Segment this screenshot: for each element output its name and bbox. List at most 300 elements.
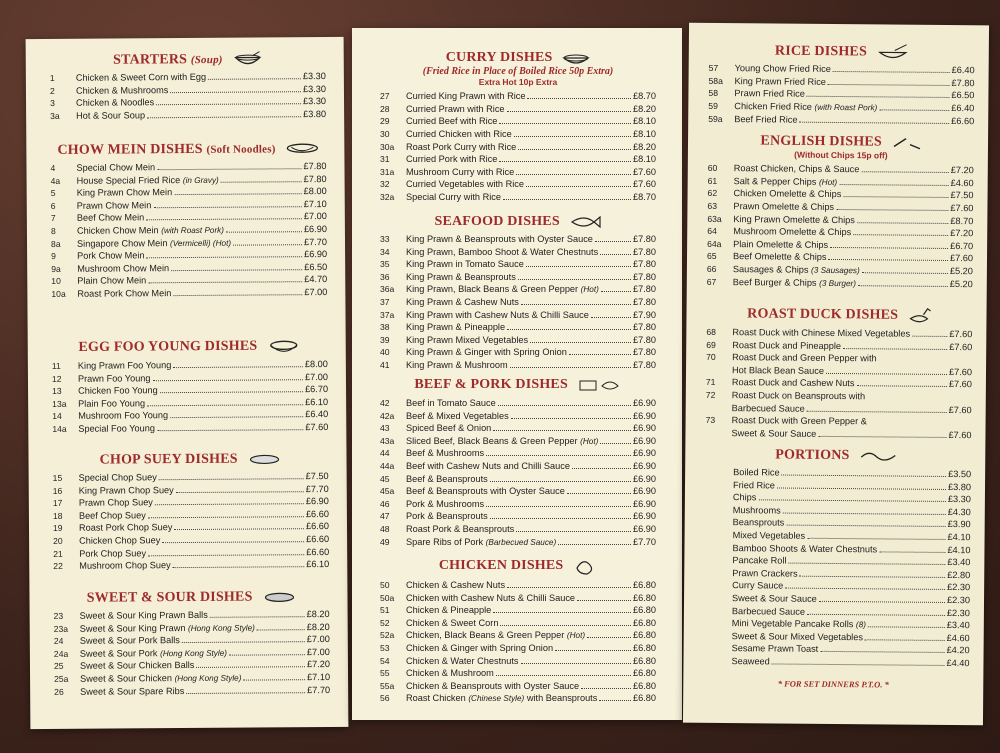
menu-item-row <box>380 523 656 536</box>
item-price: £7.20 <box>950 228 974 239</box>
item-price: £8.70 <box>950 215 974 226</box>
item-number: 40 <box>380 347 390 358</box>
item-name <box>406 141 516 154</box>
item-name-text: Roast Duck with Green Pepper & <box>731 415 867 427</box>
item-name-text: Prawn Crackers <box>732 567 798 579</box>
menu-item-row <box>380 334 656 347</box>
item-name-text: Beef & Beansprouts with Oyster Sauce <box>406 486 565 497</box>
item-number: 31 <box>380 154 390 165</box>
item-name-text: Chicken & Water Chestnuts <box>406 655 519 666</box>
item-number: 54 <box>380 655 390 666</box>
item-number: 58 <box>708 88 719 99</box>
leader-dots <box>226 231 302 233</box>
item-price: £7.50 <box>950 190 974 201</box>
leader-dots <box>857 222 948 224</box>
item-number: 39 <box>380 334 390 345</box>
item-name-text: Mushrooms <box>732 504 781 516</box>
item-name-text: Curried Vegetables with Rice <box>406 179 524 190</box>
leader-dots <box>826 373 947 375</box>
item-price: £7.00 <box>304 371 328 382</box>
item-number: 57 <box>708 63 719 74</box>
item-name-text: King Prawn & Pineapple <box>406 322 506 333</box>
item-name-text: Curried Pork with Rice <box>406 154 498 165</box>
item-name-text: Pork & Beansprouts <box>406 511 488 522</box>
item-number: 33 <box>380 234 390 244</box>
item-name-text: Special Chop Suey <box>78 472 157 483</box>
leader-dots <box>243 679 305 680</box>
item-price: £7.50 <box>305 471 329 482</box>
leader-dots <box>783 512 946 514</box>
item-price: £6.80 <box>633 592 656 603</box>
menu-item-row <box>380 692 656 705</box>
item-price: £8.70 <box>633 191 656 202</box>
item-name <box>77 186 173 199</box>
leader-dots <box>530 342 631 343</box>
item-name <box>406 346 567 359</box>
item-name-text: Beef Chow Mein <box>76 212 145 224</box>
leader-dots <box>800 121 950 123</box>
item-number: 32a <box>380 191 395 202</box>
item-note: (Hot) <box>580 285 599 295</box>
leader-dots <box>777 487 946 489</box>
item-number: 9 <box>51 251 56 262</box>
item-name <box>732 642 819 655</box>
leader-dots <box>147 404 303 406</box>
item-name-text: Roast Pork Curry with Rice <box>406 141 517 152</box>
item-name <box>77 262 169 275</box>
leader-dots <box>782 475 947 477</box>
item-name <box>406 498 484 511</box>
title-text: PORTIONS <box>775 447 850 464</box>
item-name-text: Chicken & Noodles <box>76 97 155 109</box>
section-note: (Without Chips 15p off) <box>794 149 888 161</box>
menu-item-row <box>380 435 656 448</box>
menu-item-row <box>50 108 326 123</box>
leader-dots <box>516 531 631 532</box>
item-name-text: Chicken with Cashew Nuts & Chilli Sauce <box>406 592 576 603</box>
item-number: 18 <box>52 510 63 521</box>
item-price: £7.80 <box>633 284 656 295</box>
item-name <box>76 71 206 85</box>
leader-dots <box>210 616 305 618</box>
leader-dots <box>912 336 947 337</box>
title-text: STARTERS <box>113 52 188 68</box>
item-number: 45 <box>380 473 390 484</box>
menu-item-row <box>380 246 656 259</box>
item-number: 37a <box>380 309 395 320</box>
item-number: 37 <box>380 296 390 307</box>
item-name-text: Pancake Roll <box>732 555 787 566</box>
leader-dots <box>555 650 631 651</box>
item-name-text: Beef Omelette & Chips <box>732 251 827 263</box>
item-name-text: Curried Beef with Rice <box>406 116 498 127</box>
item-number: 59 <box>708 100 718 111</box>
section-seafood <box>352 214 682 372</box>
item-name <box>406 153 497 166</box>
item-name-text: Roast Duck with Chinese Mixed Vegetables <box>732 327 911 339</box>
item-name <box>733 479 775 492</box>
leader-dots <box>879 551 945 553</box>
leader-dots <box>558 544 631 545</box>
item-name <box>732 414 867 428</box>
item-name-text: Prawn Fried Rice <box>734 88 805 100</box>
item-name <box>406 233 593 246</box>
item-price: £6.80 <box>633 642 656 653</box>
item-note: (Hong Kong Style) <box>174 673 242 684</box>
leader-dots <box>511 418 631 419</box>
title-text: EGG FOO YOUNG DISHES <box>78 338 258 355</box>
cow-pig-icon <box>578 376 622 394</box>
leader-dots <box>601 291 631 292</box>
leader-dots <box>507 329 631 330</box>
item-name-line2: Sweet & Sour Sauce <box>731 427 817 439</box>
item-number: 55a <box>380 680 395 691</box>
item-name-text: Sweet & Sour King Prawn <box>79 622 186 634</box>
leader-dots <box>843 348 947 350</box>
item-number: 6 <box>50 200 56 211</box>
item-number: 13 <box>52 386 62 397</box>
item-name-text: Mushroom Chow Mein <box>77 262 170 274</box>
leader-dots <box>800 575 946 577</box>
item-price: £4.10 <box>947 544 971 555</box>
item-price: £8.20 <box>306 621 330 632</box>
item-name <box>406 667 494 680</box>
menu-item-row <box>54 684 330 699</box>
item-name <box>732 605 805 618</box>
item-note: (Vermicelli) (Hot) <box>169 238 232 248</box>
item-price: £7.80 <box>633 359 656 370</box>
leader-dots <box>233 244 302 245</box>
item-price: £3.90 <box>947 519 971 530</box>
section-beef-pork <box>352 376 682 548</box>
item-name <box>733 276 856 291</box>
leader-dots <box>868 626 945 628</box>
item-name-text: Curried King Prawn with Rice <box>406 91 526 102</box>
menu-item-row <box>380 617 656 630</box>
menu-item-row <box>380 346 656 359</box>
item-name-text: Mushroom Chop Suey <box>79 560 171 571</box>
item-name <box>732 592 817 605</box>
item-name-text: Pork Chop Suey <box>79 547 147 559</box>
item-price: £6.80 <box>633 580 656 590</box>
leader-dots <box>807 538 945 540</box>
item-name <box>406 642 553 655</box>
item-price: £8.10 <box>633 129 656 139</box>
leader-dots <box>157 168 301 170</box>
menu-item-row <box>380 359 656 372</box>
item-name-text: Hot & Sour Soup <box>76 110 146 121</box>
dish-icon <box>267 337 301 355</box>
item-price: £7.60 <box>948 429 972 440</box>
item-price: £7.70 <box>307 684 331 695</box>
item-name <box>79 521 173 534</box>
item-number: 52a <box>380 630 395 641</box>
item-price: £3.40 <box>947 557 971 568</box>
leader-dots <box>208 78 301 80</box>
menu-item-row <box>380 153 656 166</box>
item-price: £7.00 <box>306 646 330 657</box>
item-name-text: Beef & Beansprouts <box>406 473 488 484</box>
item-name <box>406 246 598 259</box>
item-name <box>406 473 488 486</box>
leader-dots <box>490 481 631 482</box>
section-title <box>703 447 971 465</box>
item-name <box>78 359 172 372</box>
leader-dots <box>569 354 631 355</box>
item-name <box>406 579 505 592</box>
leader-dots <box>493 612 631 613</box>
item-number: 36 <box>380 271 390 282</box>
item-price: £7.10 <box>303 198 327 209</box>
menu-item-row <box>380 642 656 655</box>
item-name-text: Chicken & Mushrooms <box>75 84 169 96</box>
item-number: 44 <box>380 448 390 459</box>
leader-dots <box>148 554 304 556</box>
menu-item-row <box>380 233 656 246</box>
item-number: 60 <box>707 163 718 174</box>
item-price: £2.30 <box>946 594 971 606</box>
section-title <box>706 305 972 325</box>
menu-panel-middle <box>352 28 682 720</box>
leader-dots <box>839 184 949 186</box>
item-name <box>734 88 805 101</box>
item-number: 31a <box>380 166 395 177</box>
item-name <box>406 334 528 347</box>
menu-item-row <box>380 90 656 103</box>
item-price: £7.60 <box>949 253 974 264</box>
item-name-text: King Prawn, Black Beans & Green Pepper <box>406 284 579 295</box>
item-name <box>406 128 512 141</box>
leader-dots <box>507 111 631 112</box>
item-number: 43 <box>380 423 390 434</box>
item-name <box>406 460 570 473</box>
menu-item-row <box>731 655 969 670</box>
leader-dots <box>147 256 303 258</box>
item-price: £3.30 <box>303 96 327 107</box>
item-price: £7.10 <box>307 671 331 683</box>
item-note: (Hot) <box>818 177 838 187</box>
item-name <box>732 630 863 644</box>
item-name-text: Sweet & Sour Sauce <box>731 593 817 604</box>
item-price: £7.60 <box>949 341 973 352</box>
item-name <box>78 372 151 385</box>
leader-dots <box>153 206 301 208</box>
item-price: £6.90 <box>633 486 656 497</box>
item-list <box>50 70 326 122</box>
dish-icon <box>247 452 281 466</box>
item-price: £7.80 <box>633 271 656 282</box>
item-name <box>406 178 524 191</box>
item-price: £6.80 <box>633 630 656 641</box>
item-name <box>406 629 585 643</box>
item-name <box>406 90 525 103</box>
menu-item-row <box>380 178 656 191</box>
item-number: 41 <box>380 359 390 370</box>
item-name <box>406 271 516 284</box>
item-price: £7.60 <box>948 366 973 377</box>
title-text: SEAFOOD DISHES <box>434 214 560 229</box>
item-name <box>77 212 145 225</box>
item-number: 25 <box>53 661 64 672</box>
leader-dots <box>174 529 304 531</box>
item-price: £3.80 <box>947 481 972 492</box>
item-price: £6.40 <box>951 65 975 76</box>
item-price: £7.80 <box>303 173 327 184</box>
item-number: 35 <box>380 259 390 270</box>
item-name <box>732 389 865 403</box>
menu-item-row <box>380 460 656 473</box>
section-note: (Fried Rice in Place of Boiled Rice 50p Extra) <box>422 66 614 78</box>
item-price: £7.80 <box>633 234 656 244</box>
leader-dots <box>173 566 305 568</box>
leader-dots <box>600 443 631 444</box>
section-portions <box>683 447 985 670</box>
item-name <box>406 655 519 668</box>
item-number: 66 <box>706 263 717 274</box>
item-name-text: Beef Burger & Chips <box>732 276 817 288</box>
leader-dots <box>173 294 302 296</box>
item-name-text: Chicken, Black Beans & Green Pepper <box>406 630 565 641</box>
item-name-text: Mushroom Omelette & Chips <box>733 226 852 238</box>
item-number: 7 <box>50 213 56 224</box>
item-name <box>406 166 514 179</box>
leader-dots <box>772 663 945 666</box>
item-name-text: King Prawn & Mushroom <box>406 359 508 370</box>
item-name <box>733 213 855 227</box>
footer-note: * FOR SET DINNERS P.T.O. * <box>777 678 889 690</box>
item-name-text: Prawn Chow Mein <box>76 200 152 211</box>
item-number: 19 <box>52 523 63 534</box>
leader-dots <box>833 71 950 73</box>
item-price: £6.90 <box>633 511 656 522</box>
item-number: 1 <box>49 73 55 84</box>
leader-dots <box>157 429 303 431</box>
item-name-text: Beef & Mixed Vegetables <box>406 410 509 421</box>
leader-dots <box>853 234 948 236</box>
leader-dots <box>577 600 631 601</box>
item-name <box>406 191 501 204</box>
item-name-text: Boiled Rice <box>733 467 780 478</box>
item-price: £6.90 <box>633 448 656 459</box>
section-title <box>53 589 329 607</box>
item-number: 3a <box>50 110 60 121</box>
leader-dots <box>581 688 631 689</box>
item-name <box>406 510 488 523</box>
item-price: £4.70 <box>304 274 328 285</box>
menu-item-row <box>380 536 656 549</box>
chopsticks-icon <box>892 134 922 150</box>
item-name-text: Mushroom Foo Young <box>78 410 169 422</box>
item-price: £7.70 <box>303 236 328 247</box>
item-name-line2: Barbecued Sauce <box>731 402 805 414</box>
item-name-text: Sweet & Sour Pork <box>79 647 158 659</box>
title-text: CURRY DISHES <box>445 50 553 66</box>
item-name <box>406 309 589 322</box>
item-number: 62 <box>707 188 718 199</box>
menu-item-row <box>380 141 656 154</box>
item-price: £8.10 <box>633 116 656 127</box>
item-price: £7.80 <box>633 259 656 270</box>
leader-dots <box>493 430 631 431</box>
item-name-text: King Prawn with Cashew Nuts & Chilli Sauce <box>406 309 589 320</box>
item-name-text: Curried Prawn with Rice <box>406 103 505 114</box>
item-price: £3.30 <box>302 71 326 82</box>
leader-dots <box>159 478 304 480</box>
leader-dots <box>830 247 948 249</box>
item-name-text: Chips <box>732 492 757 503</box>
item-name-text: King Prawn Chow Mein <box>76 187 173 198</box>
item-name-text: King Prawn & Beansprouts <box>406 271 516 282</box>
item-name-text: King Prawn, Bamboo Shoot & Water Chestnuts <box>406 246 599 257</box>
item-name-text: King Prawn Omelette & Chips <box>733 213 855 225</box>
item-note: (Chinese Style) <box>468 694 525 704</box>
item-price: £6.40 <box>951 102 975 114</box>
item-name <box>80 659 194 672</box>
leader-dots <box>861 171 948 173</box>
leader-dots <box>186 692 305 694</box>
item-number: 64 <box>707 226 717 237</box>
item-number: 47 <box>380 511 390 522</box>
item-name <box>78 384 158 397</box>
item-price: £2.30 <box>946 607 970 618</box>
title-text: CHOW MEIN DISHES <box>57 141 203 158</box>
item-number: 49 <box>380 536 390 547</box>
item-price: £6.60 <box>306 546 330 557</box>
leader-dots <box>148 282 302 284</box>
title-subtitle: (Soft Noodles) <box>206 143 276 156</box>
leader-dots <box>496 675 631 676</box>
dish-icon <box>262 590 296 604</box>
section-title <box>52 451 328 469</box>
item-list <box>707 162 974 290</box>
item-list <box>380 233 656 372</box>
leader-dots <box>146 219 302 221</box>
item-name-text: Chicken & Beansprouts with Oyster Sauce <box>406 680 580 691</box>
item-price: £7.80 <box>633 347 656 358</box>
leader-dots <box>599 700 631 701</box>
item-name-text: King Prawn Fried Rice <box>734 75 827 87</box>
item-name-text: Special Chow Mein <box>76 162 156 173</box>
item-name <box>79 484 174 497</box>
item-number: 22 <box>53 561 63 572</box>
leader-dots <box>567 493 631 494</box>
item-name-text: Roast Duck and Green Pepper with <box>732 352 877 364</box>
leader-dots <box>820 651 944 653</box>
item-note: (Hot) <box>580 436 599 446</box>
item-name-text: Beef Fried Rice <box>734 113 798 125</box>
menu-panel-right <box>683 23 989 726</box>
item-name-text: King Prawn in Tomato Sauce <box>406 259 524 270</box>
item-price: £7.60 <box>305 421 329 433</box>
item-name-text: Chicken Foo Young <box>78 385 158 396</box>
item-price: £3.40 <box>946 620 970 631</box>
item-note: (Hong Kong Style) <box>160 648 228 658</box>
item-price: £6.90 <box>633 410 656 421</box>
soup-bowl-icon <box>232 51 262 67</box>
item-price: £6.80 <box>633 617 656 628</box>
item-name <box>406 604 491 617</box>
item-price: £3.30 <box>947 494 971 505</box>
item-name <box>406 447 484 460</box>
section-title <box>50 51 326 69</box>
item-name <box>406 485 565 498</box>
item-name <box>80 609 208 622</box>
item-price: £6.40 <box>305 409 329 420</box>
item-price: £8.20 <box>306 609 330 620</box>
title-text: CHICKEN DISHES <box>438 558 564 574</box>
item-name <box>406 258 524 271</box>
item-name-text: Plain Foo Young <box>78 398 146 409</box>
